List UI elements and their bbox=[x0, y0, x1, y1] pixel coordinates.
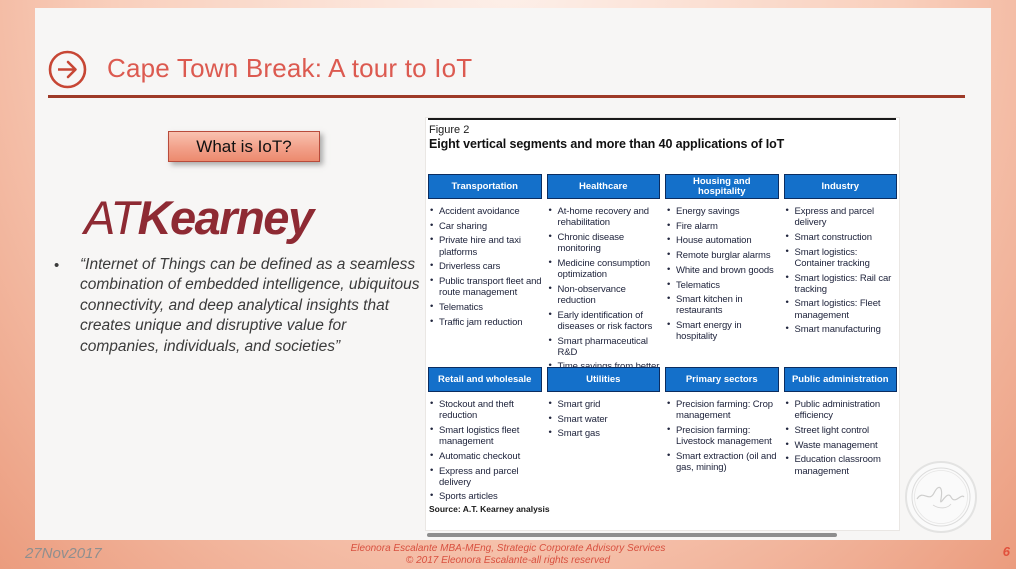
segment-header: Retail and wholesale bbox=[428, 367, 542, 392]
segment-column bbox=[547, 174, 661, 387]
arrow-right-circle-icon bbox=[48, 50, 87, 89]
segment-item: • House automation bbox=[667, 235, 779, 246]
footer-credit-line1: Eleonora Escalante MBA-MEng, Strategic Corporate Advisory Services bbox=[350, 543, 666, 554]
segment-column bbox=[665, 367, 779, 506]
segment-header: Transportation bbox=[428, 174, 542, 199]
segment-item: • Smart gas bbox=[549, 428, 661, 439]
segment-item-list bbox=[428, 399, 542, 503]
segment-item: • Education classroom management bbox=[786, 454, 898, 476]
segment-item: • Traffic jam reduction bbox=[430, 317, 542, 328]
segment-item-list bbox=[784, 206, 898, 336]
segment-item: • Smart energy in hospitality bbox=[667, 320, 779, 342]
page-number: 6 bbox=[1002, 544, 1010, 559]
atkearney-logo bbox=[84, 190, 313, 245]
segment-item: • Private hire and taxi platforms bbox=[430, 235, 542, 257]
callout-label: What is IoT? bbox=[196, 136, 292, 156]
segment-item-list bbox=[428, 206, 542, 328]
segment-header: Healthcare bbox=[547, 174, 661, 199]
segment-header: Industry bbox=[784, 174, 898, 199]
segment-item: • Medicine consumption optimization bbox=[549, 258, 661, 280]
segment-item: • Waste management bbox=[786, 440, 898, 451]
segment-item: • Public administration efficiency bbox=[786, 399, 898, 421]
segment-item: • Telematics bbox=[667, 280, 779, 291]
segment-item: • Street light control bbox=[786, 425, 898, 436]
footer-bar bbox=[0, 540, 1016, 569]
logo-part-kearney: Kearney bbox=[137, 191, 313, 244]
segment-header: Housing and hospitality bbox=[665, 174, 779, 199]
segment-item: • Fire alarm bbox=[667, 221, 779, 232]
segment-item: • Smart kitchen in restaurants bbox=[667, 294, 779, 316]
segment-item: • Smart logistics: Fleet management bbox=[786, 298, 898, 320]
segment-grid-row-2 bbox=[428, 367, 897, 506]
segment-item: • Remote burglar alarms bbox=[667, 250, 779, 261]
segment-header: Primary sectors bbox=[665, 367, 779, 392]
segment-column bbox=[665, 174, 779, 387]
footer-credits bbox=[0, 543, 1016, 566]
segment-item-list bbox=[665, 399, 779, 473]
segment-item: • Driverless cars bbox=[430, 261, 542, 272]
segment-item: • At-home recovery and rehabilitation bbox=[549, 206, 661, 228]
segment-item: • Express and parcel delivery bbox=[430, 466, 542, 488]
segment-item: • Smart manufacturing bbox=[786, 324, 898, 335]
figure-source: Source: A.T. Kearney analysis bbox=[429, 504, 550, 514]
segment-item-list bbox=[547, 206, 661, 384]
segment-column bbox=[784, 367, 898, 506]
segment-item: • Car sharing bbox=[430, 221, 542, 232]
segment-item: • Non-observance reduction bbox=[549, 284, 661, 306]
segment-item: • Public transport fleet and route management bbox=[430, 276, 542, 298]
segment-item: • Early identification of diseases or risk factors bbox=[549, 310, 661, 332]
segment-item: • Smart extraction (oil and gas, mining) bbox=[667, 451, 779, 473]
footer-credit-line2: © 2017 Eleonora Escalante-all rights reserved bbox=[405, 555, 611, 566]
segment-item: • Chronic disease monitoring bbox=[549, 232, 661, 254]
segment-item-list bbox=[547, 399, 661, 440]
segment-item: • Telematics bbox=[430, 302, 542, 313]
what-is-iot-callout bbox=[168, 131, 320, 162]
segment-item: • Smart pharmaceutical R&D bbox=[549, 336, 661, 358]
segment-item: • Smart logistics: Rail car tracking bbox=[786, 273, 898, 295]
quote-text: “Internet of Things can be defined as a seamless combination of embedded intelligence, ubiquitous connectivity, and deep analytical insights that creates unique and disruptive value for companies, individuals, and societies” bbox=[80, 256, 420, 355]
segment-item: • Automatic checkout bbox=[430, 451, 542, 462]
segment-column bbox=[428, 367, 542, 506]
segment-item: • Smart logistics: Container tracking bbox=[786, 247, 898, 269]
segment-item: • Energy savings bbox=[667, 206, 779, 217]
title-underline bbox=[48, 95, 965, 98]
segment-item: • Smart water bbox=[549, 414, 661, 425]
segment-item: • Sports articles bbox=[430, 491, 542, 502]
segment-item: • Smart construction bbox=[786, 232, 898, 243]
segment-header: Utilities bbox=[547, 367, 661, 392]
figure-label: Figure 2 bbox=[429, 124, 470, 136]
logo-part-at: AT bbox=[84, 191, 138, 244]
slide-title: Cape Town Break: A tour to IoT bbox=[107, 53, 473, 83]
segment-item: • Accident avoidance bbox=[430, 206, 542, 217]
segment-item-list bbox=[665, 206, 779, 343]
segment-item-list bbox=[784, 399, 898, 477]
quote-block bbox=[54, 255, 422, 357]
segment-column bbox=[428, 174, 542, 387]
figure-scrollbar bbox=[427, 533, 837, 537]
footer-date: 27Nov2017 bbox=[25, 545, 102, 562]
segment-item: • Precision farming: Livestock management bbox=[667, 425, 779, 447]
segment-item: • White and brown goods bbox=[667, 265, 779, 276]
segment-item: • Smart grid bbox=[549, 399, 661, 410]
figure-title: Eight vertical segments and more than 40 applications of IoT bbox=[429, 137, 785, 151]
signature-seal-watermark bbox=[903, 459, 979, 535]
segment-item: • Stockout and theft reduction bbox=[430, 399, 542, 421]
segment-column bbox=[784, 174, 898, 387]
segment-item: • Smart logistics fleet management bbox=[430, 425, 542, 447]
segment-header: Public administration bbox=[784, 367, 898, 392]
figure-panel bbox=[425, 117, 900, 531]
segment-item: • Precision farming: Crop management bbox=[667, 399, 779, 421]
segment-item: • Express and parcel delivery bbox=[786, 206, 898, 228]
segment-column bbox=[547, 367, 661, 506]
quote-bullet: • bbox=[54, 257, 60, 274]
segment-grid-row-1 bbox=[428, 174, 897, 387]
figure-top-rule bbox=[428, 118, 896, 120]
